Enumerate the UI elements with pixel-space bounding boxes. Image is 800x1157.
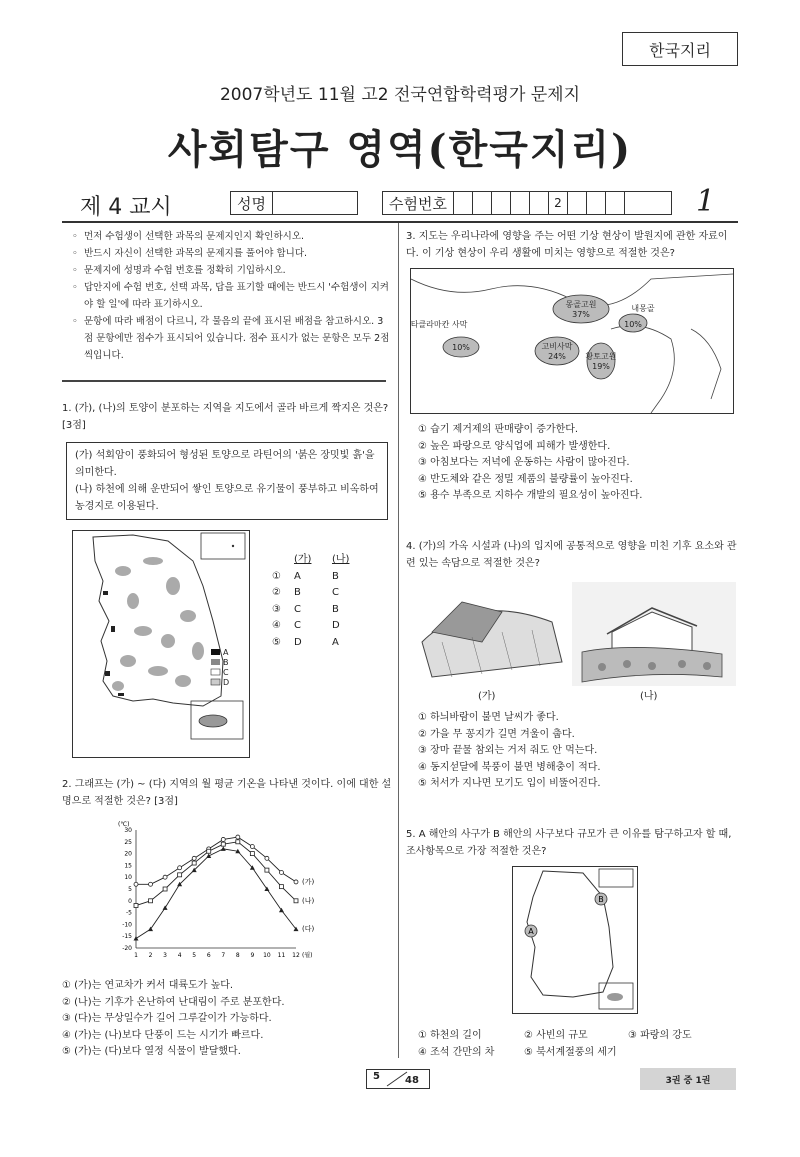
name-label: 성명 bbox=[231, 192, 273, 214]
series-label: (다) bbox=[302, 925, 315, 934]
page-current: 5 bbox=[373, 1071, 380, 1082]
coast-b-label: B bbox=[598, 895, 604, 904]
data-point bbox=[221, 846, 226, 851]
y-axis-label: (℃) bbox=[118, 821, 130, 828]
caption-ga: (가) bbox=[478, 691, 496, 702]
data-point bbox=[294, 899, 298, 903]
option-item[interactable]: ② (나)는 기후가 온난하여 난대림이 주로 분포한다. bbox=[62, 996, 285, 1008]
dust-source-map bbox=[410, 268, 734, 414]
data-point bbox=[163, 875, 167, 879]
series-line bbox=[136, 849, 296, 939]
instructions-list bbox=[70, 228, 390, 364]
col-header-ga: (가) bbox=[294, 554, 312, 565]
question-2-stem: 2. 그래프는 (가) ~ (다) 지역의 월 평균 기온을 나타낸 것이다. 이에 대한 설명으로 적절한 것은? [3점] bbox=[62, 779, 392, 807]
option-item[interactable]: ② 높은 파랑으로 양식업에 피해가 발생한다. bbox=[418, 440, 611, 452]
data-point bbox=[236, 835, 240, 839]
option-row[interactable]: ① A B bbox=[272, 570, 339, 582]
exam-number-cell[interactable]: 2 bbox=[549, 192, 568, 214]
col-header-na: (나) bbox=[332, 554, 350, 565]
option-item[interactable]: ⑤ 용수 부족으로 지하수 개발의 필요성이 높아진다. bbox=[418, 490, 643, 501]
region-pct: 24% bbox=[548, 352, 566, 361]
x-tick-label: 3 bbox=[163, 952, 168, 959]
data-point bbox=[207, 849, 211, 853]
data-point bbox=[134, 904, 138, 908]
y-tick-label: 0 bbox=[128, 897, 132, 905]
question-2-options bbox=[62, 978, 392, 1061]
option-item[interactable]: ⑤ (가)는 (다)보다 열정 식물이 발달했다. bbox=[62, 1046, 241, 1057]
exam-number-label: 수험번호 bbox=[383, 192, 454, 214]
exam-number-cell[interactable] bbox=[454, 192, 473, 214]
y-tick-label: -5 bbox=[126, 909, 132, 917]
korea-soil-map bbox=[72, 530, 250, 758]
x-tick-label: 10 bbox=[263, 952, 271, 959]
question-1-options bbox=[272, 552, 372, 651]
y-tick-label: 5 bbox=[128, 886, 132, 893]
data-point bbox=[206, 853, 211, 858]
exam-number-cell[interactable] bbox=[492, 192, 511, 214]
region-label: 고비사막 bbox=[541, 342, 573, 351]
thatched-house-illustration bbox=[412, 582, 568, 686]
option-item[interactable]: ③ 파랑의 강도 bbox=[628, 1030, 692, 1041]
korea-coast-map-graphic bbox=[513, 867, 637, 1013]
region-pct: 37% bbox=[572, 310, 590, 319]
data-point bbox=[149, 899, 153, 903]
name-field[interactable] bbox=[230, 191, 358, 215]
question-1-stem: 1. (가), (나)의 토양이 분포하는 지역을 지도에서 골라 바르게 짝지은 것은? [3점] bbox=[62, 403, 389, 431]
region-label: 몽골고원 bbox=[565, 300, 597, 309]
instruction-item: ◦ 먼저 수험생이 선택한 과목의 문제지인지 확인하시오. bbox=[70, 228, 390, 245]
instruction-item: ◦ 문항에 따라 배점이 다르니, 각 물음의 끝에 표시된 배점을 참고하시오. 3점 문항에만 점수가 표시되어 있습니다. 점수 표시가 없는 문항은 모두 2점씩입니다. bbox=[70, 313, 390, 364]
x-tick-label: 8 bbox=[235, 952, 240, 959]
data-point bbox=[250, 845, 254, 849]
data-point bbox=[149, 882, 153, 886]
temperature-chart bbox=[100, 818, 340, 968]
question-5-stem: 5. A 해안의 사구가 B 해안의 사구보다 규모가 큰 이유를 탐구하고자 할 때, 조사항목으로 가장 적절한 것은? bbox=[406, 829, 732, 857]
y-tick-label: 10 bbox=[124, 874, 132, 882]
y-tick-label: 25 bbox=[124, 838, 132, 846]
region-pct: 10% bbox=[624, 320, 642, 329]
y-tick-label: 20 bbox=[124, 850, 132, 858]
y-tick-label: 30 bbox=[124, 827, 132, 834]
legend-a: A bbox=[223, 648, 229, 657]
legend-c: C bbox=[223, 668, 229, 677]
question-3-options bbox=[418, 422, 738, 505]
exam-number-field[interactable] bbox=[382, 191, 672, 215]
option-item[interactable]: ① 습기 제거제의 판매량이 증가한다. bbox=[418, 424, 579, 435]
exam-number-cell[interactable] bbox=[587, 192, 606, 214]
option-row[interactable]: ⑤ D A bbox=[272, 636, 339, 648]
x-axis-label: (월) bbox=[302, 952, 313, 959]
y-tick-label: -20 bbox=[122, 945, 132, 952]
korea-soil-map-graphic bbox=[73, 531, 249, 757]
page-total: 48 bbox=[405, 1075, 419, 1086]
region-label: 황토고원 bbox=[585, 352, 617, 361]
instruction-item: ◦ 답안지에 수험 번호, 선택 과목, 답을 표기할 때에는 반드시 '수험생이 지켜야 할 일'에 따라 표기하시오. bbox=[70, 279, 390, 313]
x-tick-label: 7 bbox=[221, 952, 226, 959]
y-tick-label: 15 bbox=[124, 862, 132, 870]
data-point bbox=[163, 905, 168, 910]
series-line bbox=[136, 837, 296, 884]
option-item[interactable]: ⑤ 북서계절풍의 세기 bbox=[524, 1046, 617, 1058]
legend-b: B bbox=[223, 658, 229, 667]
volume-badge: 3권 중 1권 bbox=[640, 1068, 736, 1090]
option-item[interactable]: ④ 동지섣달에 북풍이 불면 병해충이 적다. bbox=[418, 761, 601, 773]
question-3-stem: 3. 지도는 우리나라에 영향을 주는 어떤 기상 현상이 발원지에 관한 자료이다. 이 기상 현상이 우리 생활에 미치는 영향으로 적절한 것은? bbox=[406, 231, 728, 259]
series-label: (나) bbox=[302, 896, 315, 905]
question-1-box-line: (가) 석회암이 풍화되어 형성된 토양으로 라틴어의 '붉은 장밋빛 흙'을 의미한다. bbox=[75, 450, 375, 478]
main-title: 사회탐구 영역(한국지리) bbox=[167, 126, 633, 173]
korea-coast-map bbox=[512, 866, 638, 1014]
question-4-stem: 4. (가)의 가옥 시설과 (나)의 입지에 공통적으로 영향을 미친 기후 요소와 관련 있는 속담으로 적절한 것은? bbox=[406, 541, 737, 569]
header-divider bbox=[62, 221, 738, 223]
data-point bbox=[192, 856, 196, 860]
stone-wall-house-illustration bbox=[572, 582, 736, 686]
option-item[interactable]: ④ 조석 간만의 차 bbox=[418, 1046, 495, 1058]
question-4-options bbox=[418, 710, 738, 793]
subject-badge: 한국지리 bbox=[622, 32, 738, 66]
exam-number-cell[interactable] bbox=[606, 192, 625, 214]
option-item[interactable]: ② 가을 무 꽁지가 길면 겨울이 춥다. bbox=[418, 728, 575, 740]
x-tick-label: 11 bbox=[277, 952, 286, 959]
option-item[interactable]: ① 하늬바람이 불면 날씨가 좋다. bbox=[418, 712, 559, 723]
region-label: 내몽골 bbox=[631, 304, 655, 313]
x-tick-label: 6 bbox=[206, 952, 211, 959]
x-tick-label: 12 bbox=[292, 952, 300, 959]
x-tick-label: 9 bbox=[250, 952, 255, 959]
data-point bbox=[192, 861, 196, 865]
data-point bbox=[221, 837, 225, 841]
option-item[interactable]: ③ 아침보다는 저녁에 운동하는 사람이 많아진다. bbox=[418, 457, 630, 468]
exam-number-cell[interactable] bbox=[568, 192, 587, 214]
option-item[interactable]: ④ 반도체와 같은 정밀 제품의 불량률이 높아진다. bbox=[418, 473, 633, 485]
question-1-box-line: (나) 하천에 의해 운반되어 쌓인 토양으로 유기물이 풍부하고 비옥하여 농경지로 이용된다. bbox=[75, 484, 379, 512]
option-item[interactable]: ③ (다)는 무상일수가 길어 그루갈이가 가능하다. bbox=[62, 1013, 272, 1024]
data-point bbox=[236, 840, 240, 844]
region-pct: 10% bbox=[452, 343, 470, 352]
x-tick-label: 5 bbox=[192, 952, 197, 959]
data-point bbox=[279, 870, 283, 874]
caption-na: (나) bbox=[640, 691, 658, 702]
exam-number-cell[interactable] bbox=[625, 192, 644, 214]
question-1-box bbox=[66, 442, 388, 520]
x-tick-label: 4 bbox=[177, 952, 182, 959]
column-divider bbox=[398, 223, 399, 1058]
page-counter bbox=[366, 1069, 430, 1089]
region-label: 타클라마칸 사막 bbox=[411, 320, 468, 329]
option-row[interactable]: ③ C B bbox=[272, 603, 339, 615]
exam-title: 2007학년도 11월 고2 전국연합학력평가 문제지 bbox=[219, 85, 581, 105]
exam-number-cell[interactable] bbox=[530, 192, 549, 214]
exam-number-cell[interactable] bbox=[511, 192, 530, 214]
x-tick-label: 2 bbox=[148, 952, 153, 959]
y-tick-label: -15 bbox=[122, 933, 132, 941]
option-item[interactable]: ① (가)는 연교차가 커서 대륙도가 높다. bbox=[62, 980, 234, 991]
data-point bbox=[265, 856, 269, 860]
data-point bbox=[294, 880, 298, 884]
x-tick-label: 1 bbox=[134, 952, 138, 959]
data-point bbox=[134, 936, 139, 941]
data-point bbox=[250, 852, 254, 856]
instruction-item: ◦ 반드시 자신이 선택한 과목의 문제지를 풀어야 합니다. bbox=[70, 245, 390, 262]
instruction-item: ◦ 문제지에 성명과 수험 번호를 정확히 기입하시오. bbox=[70, 262, 390, 279]
data-point bbox=[163, 887, 167, 891]
option-row[interactable]: ② B C bbox=[272, 587, 339, 598]
data-point bbox=[265, 868, 269, 872]
option-item[interactable]: ② 사빈의 규모 bbox=[524, 1030, 588, 1041]
option-item[interactable]: ⑤ 처서가 지나면 모기도 입이 비뚤어진다. bbox=[418, 778, 601, 789]
data-point bbox=[178, 873, 182, 877]
region-pct: 19% bbox=[592, 362, 610, 371]
data-point bbox=[178, 866, 182, 870]
option-item[interactable]: ① 하천의 길이 bbox=[418, 1030, 482, 1041]
data-point bbox=[279, 885, 283, 889]
option-item[interactable]: ③ 장마 끝물 참외는 거저 줘도 안 먹는다. bbox=[418, 745, 598, 756]
question-5-options bbox=[418, 1028, 738, 1061]
option-item[interactable]: ④ (가)는 (나)보다 단풍이 드는 시기가 빠르다. bbox=[62, 1029, 264, 1041]
instructions-divider bbox=[62, 380, 386, 382]
period-label: 제 4 교시 bbox=[80, 195, 172, 220]
dust-source-map-graphic bbox=[411, 269, 733, 413]
option-row[interactable]: ④ C D bbox=[272, 620, 340, 631]
coast-a-label: A bbox=[528, 927, 534, 936]
exam-number-cell[interactable] bbox=[473, 192, 492, 214]
y-tick-label: -10 bbox=[122, 921, 132, 929]
data-point bbox=[134, 882, 138, 886]
data-point bbox=[221, 842, 225, 846]
series-label: (가) bbox=[302, 877, 315, 886]
page-number: 1 bbox=[696, 184, 716, 219]
legend-d: D bbox=[223, 678, 230, 687]
